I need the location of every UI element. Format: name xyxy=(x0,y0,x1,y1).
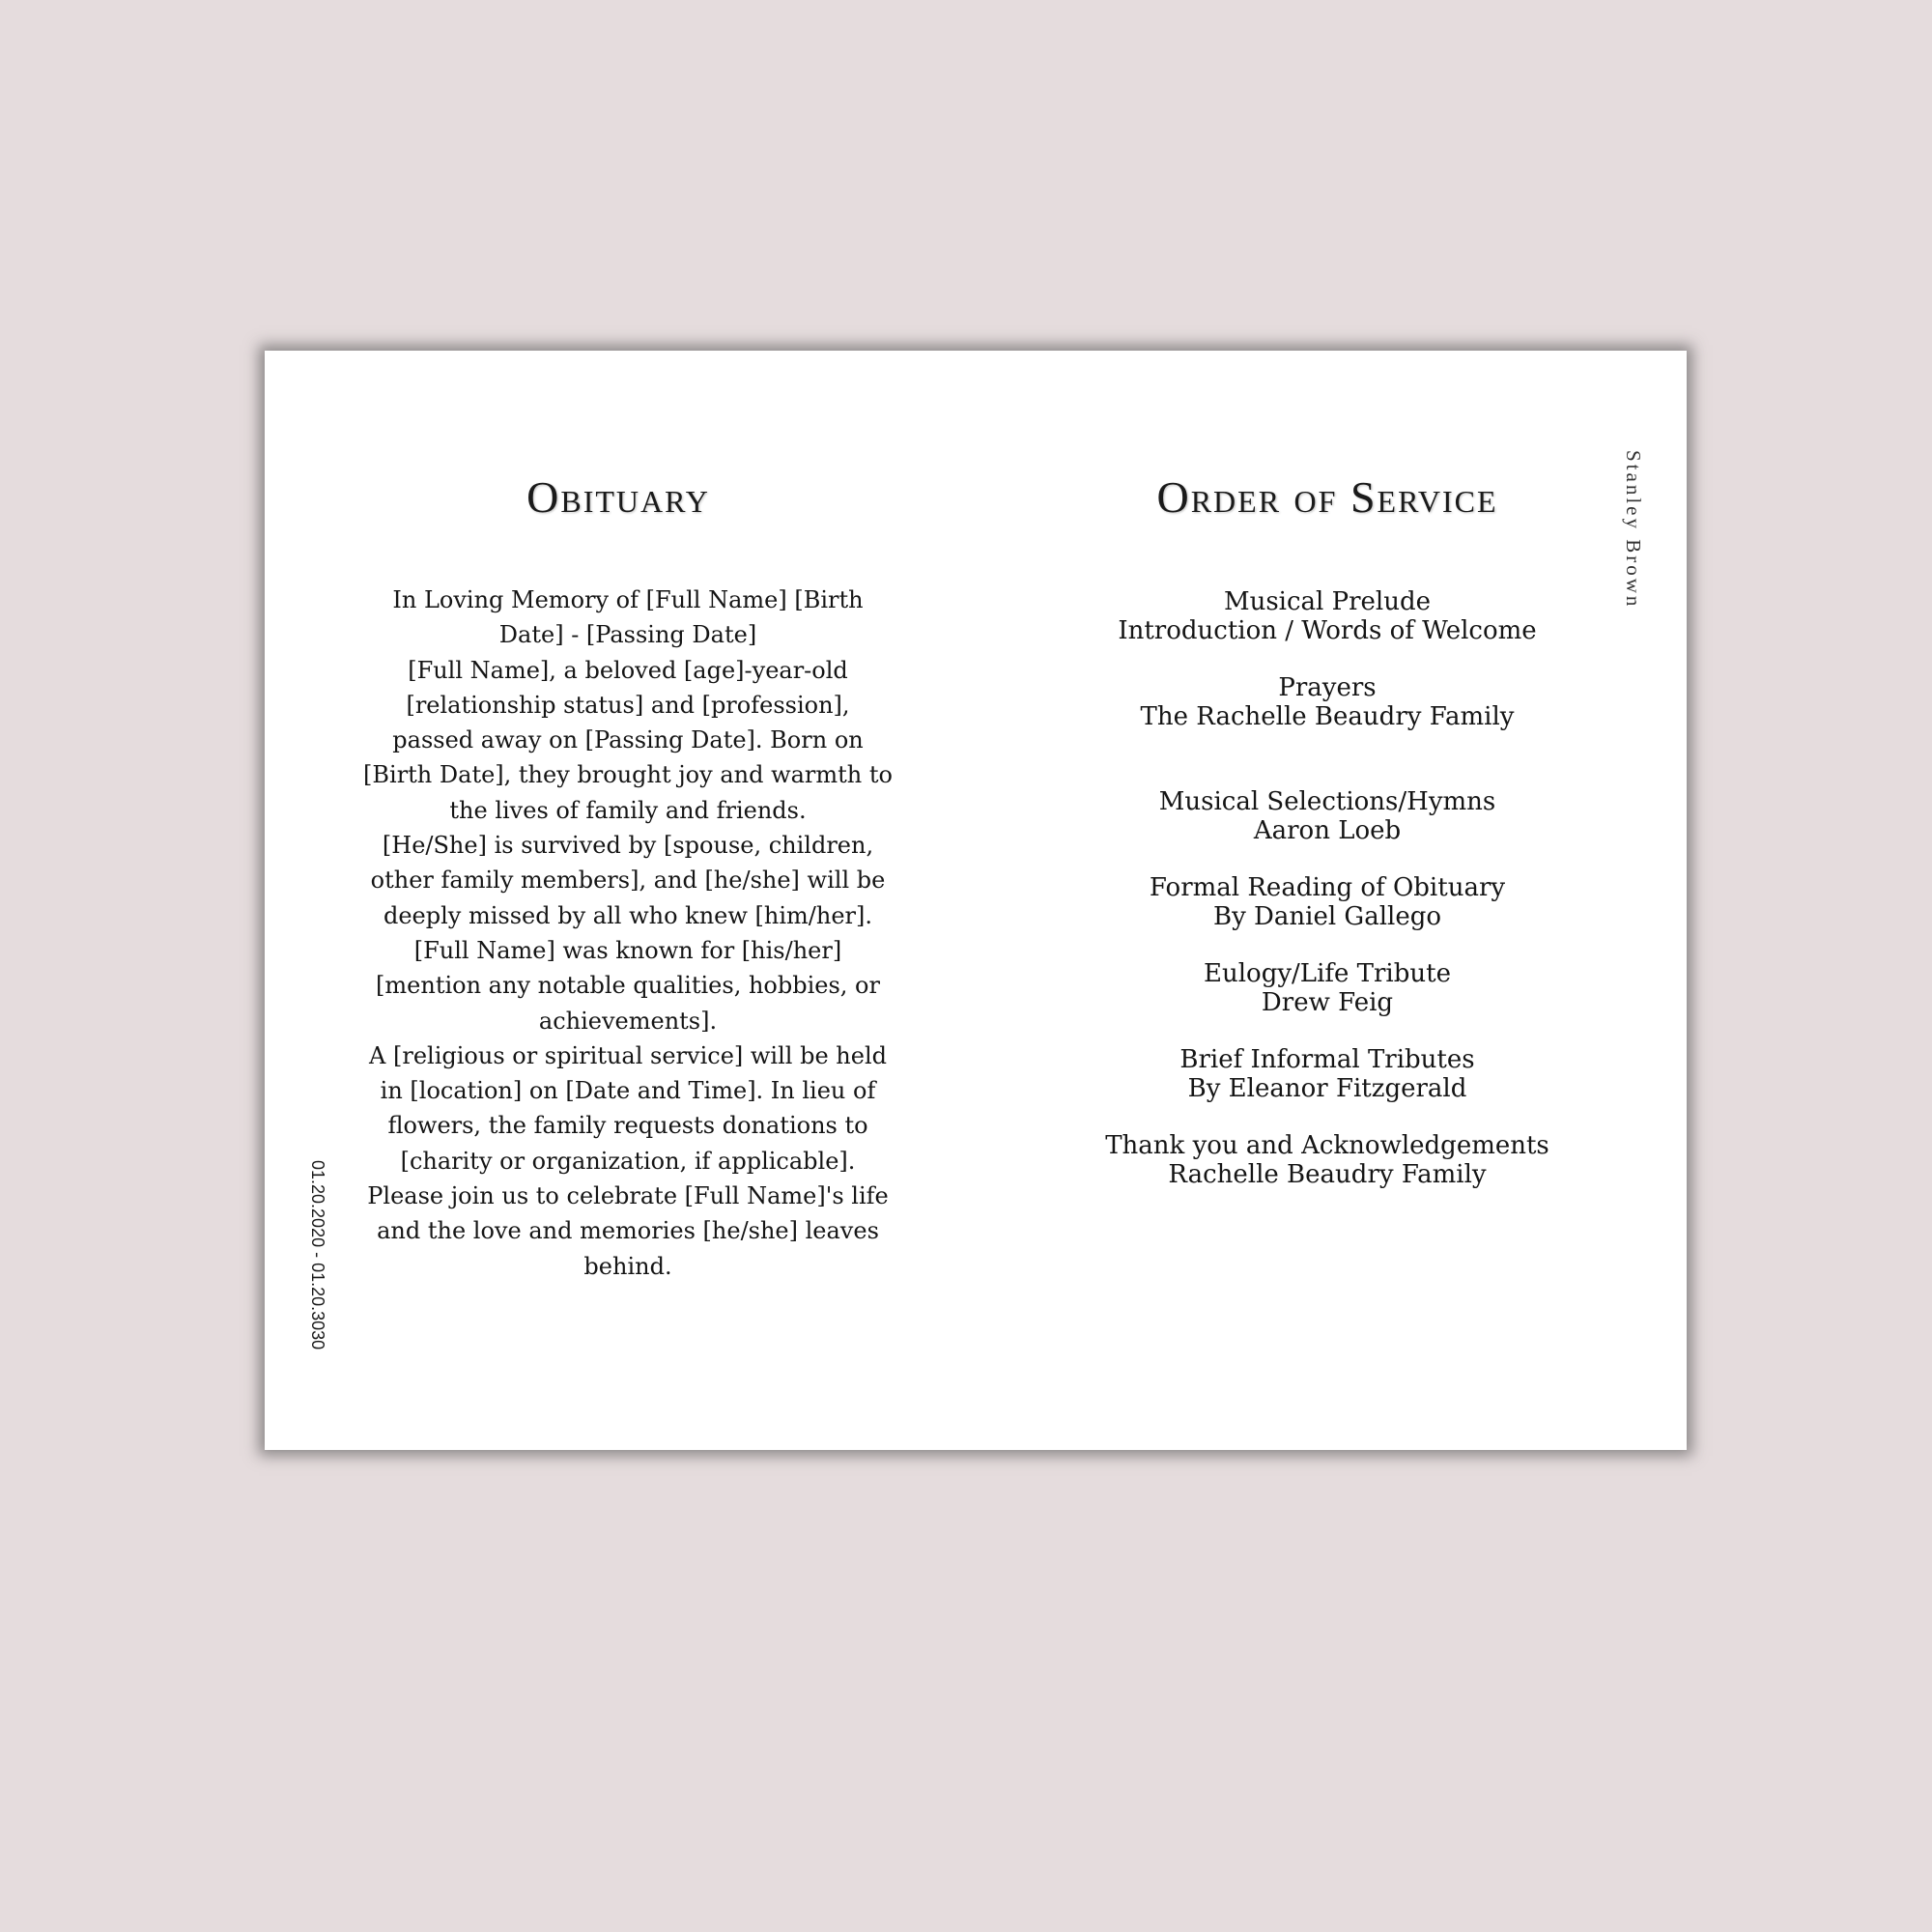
service-item-detail: Introduction / Words of Welcome xyxy=(1118,616,1537,645)
order-of-service-list xyxy=(1028,587,1627,1217)
service-item-title: Prayers xyxy=(1278,673,1377,702)
obituary-paragraph: In Loving Memory of [Full Name] [Birth Date] - [Passing Date] xyxy=(392,586,864,649)
obituary-paragraph: Please join us to celebrate [Full Name]'s life and the love and memories [he/she] leaves behind. xyxy=(367,1182,889,1280)
service-item-title: Formal Reading of Obituary xyxy=(1149,873,1506,902)
service-item xyxy=(1028,959,1627,1017)
service-item-title: Thank you and Acknowledgements xyxy=(1105,1131,1549,1160)
side-name-vertical: Stanley Brown xyxy=(1622,450,1645,610)
service-item-title: Musical Selections/Hymns xyxy=(1158,787,1496,816)
obituary-paragraph: [Full Name] was known for [his/her] [mention any notable qualities, hobbies, or achievements]. xyxy=(376,936,880,1035)
service-item-title: Brief Informal Tributes xyxy=(1179,1045,1475,1074)
service-item xyxy=(1028,787,1627,845)
service-item xyxy=(1028,673,1627,731)
obituary-paragraph: A [religious or spiritual service] will be held in [location] on [Date and Time]. In lieu of flowers, the family requests donations to [charity or organization, if applicable]. xyxy=(369,1041,887,1175)
obituary-paragraph: [Full Name], a beloved [age]-year-old [relationship status] and [profession], passed away on [Passing Date]. Born on [Birth Date], they brought joy and warmth to the lives of family and friends. xyxy=(363,656,893,824)
service-item-title: Musical Prelude xyxy=(1223,587,1432,616)
service-item-detail: Drew Feig xyxy=(1261,988,1394,1017)
service-item xyxy=(1028,1131,1627,1189)
service-item-detail: By Eleanor Fitzgerald xyxy=(1187,1074,1467,1103)
service-item-detail: By Daniel Gallego xyxy=(1212,902,1442,931)
service-item-title: Eulogy/Life Tribute xyxy=(1204,959,1451,988)
obituary-body xyxy=(363,582,893,1284)
order-of-service-title: Order of Service xyxy=(1156,472,1498,522)
service-item-detail: The Rachelle Beaudry Family xyxy=(1140,702,1515,731)
memorial-card xyxy=(265,351,1687,1450)
service-item-detail: Aaron Loeb xyxy=(1253,816,1402,845)
service-item xyxy=(1028,587,1627,645)
service-item xyxy=(1028,873,1627,931)
obituary-title: Obituary xyxy=(526,472,710,522)
side-dates-vertical: 01.20.2020 - 01.20.3030 xyxy=(308,1160,327,1350)
service-item xyxy=(1028,1045,1627,1103)
obituary-paragraph: [He/She] is survived by [spouse, children, other family members], and [he/she] will be deeply missed by all who knew [him/her]. xyxy=(370,832,886,929)
service-item-detail: Rachelle Beaudry Family xyxy=(1168,1160,1487,1189)
